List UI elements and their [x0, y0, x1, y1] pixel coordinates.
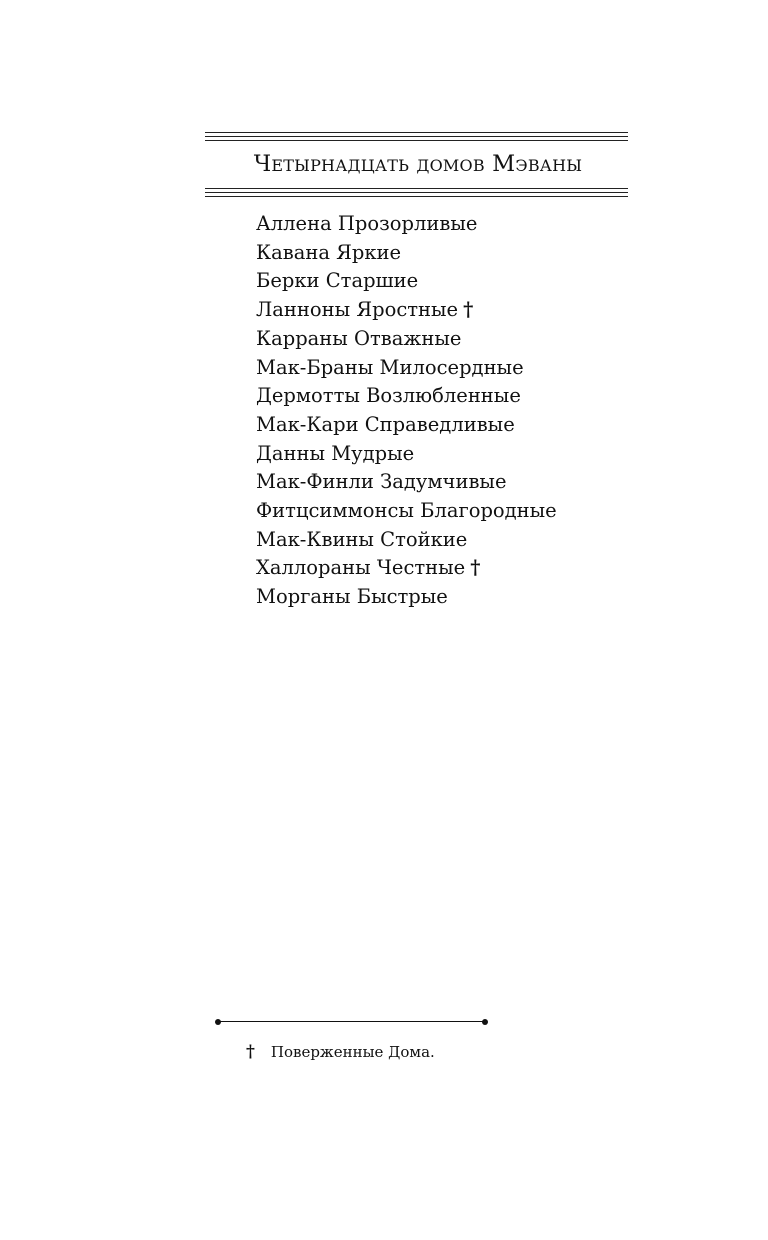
divider-dot-left	[215, 1019, 221, 1025]
house-name: Мак-Браны Милосердные	[256, 355, 524, 379]
list-item	[256, 296, 562, 325]
list-item	[256, 468, 562, 497]
dagger-icon: †	[463, 298, 474, 322]
houses-list	[256, 210, 562, 612]
house-name: Фитцсиммонсы Благородные	[256, 499, 557, 523]
house-name: Мак-Финли Задумчивые	[256, 470, 507, 494]
house-name: Кавана Яркие	[256, 240, 402, 264]
page-title: Четырнадцать домов Мэваны	[253, 151, 583, 177]
house-name: Морганы Быстрые	[256, 585, 448, 609]
list-item	[256, 239, 562, 268]
house-name: Халлораны Честные	[256, 556, 466, 580]
dagger-icon: †	[246, 1042, 255, 1062]
house-name: Берки Старшие	[256, 269, 419, 293]
house-name: Карраны Отважные	[256, 326, 462, 350]
house-name: Дермотты Возлюбленные	[256, 384, 521, 408]
list-item	[256, 440, 562, 469]
list-item	[256, 526, 562, 555]
list-item	[256, 497, 562, 526]
house-name: Данны Мудрые	[256, 441, 415, 465]
house-name: Ланноны Яростные	[256, 298, 459, 322]
list-item	[256, 554, 562, 583]
footnote	[246, 1041, 435, 1063]
dagger-icon: †	[470, 556, 481, 580]
footnote-divider	[218, 1021, 485, 1022]
house-name: Аллена Прозорливые	[256, 212, 478, 235]
list-item	[256, 325, 562, 354]
list-item	[256, 411, 562, 440]
list-item	[256, 583, 562, 612]
list-item	[256, 382, 562, 411]
title-rule-top	[205, 132, 628, 144]
list-item	[256, 267, 562, 296]
title-rule-bottom	[205, 188, 628, 200]
list-item	[256, 354, 562, 383]
divider-dot-right	[482, 1019, 488, 1025]
house-name: Мак-Кари Справедливые	[256, 412, 515, 436]
footnote-text: Поверженные Дома.	[270, 1043, 435, 1061]
house-name: Мак-Квины Стойкие	[256, 527, 468, 551]
list-item	[256, 210, 562, 239]
